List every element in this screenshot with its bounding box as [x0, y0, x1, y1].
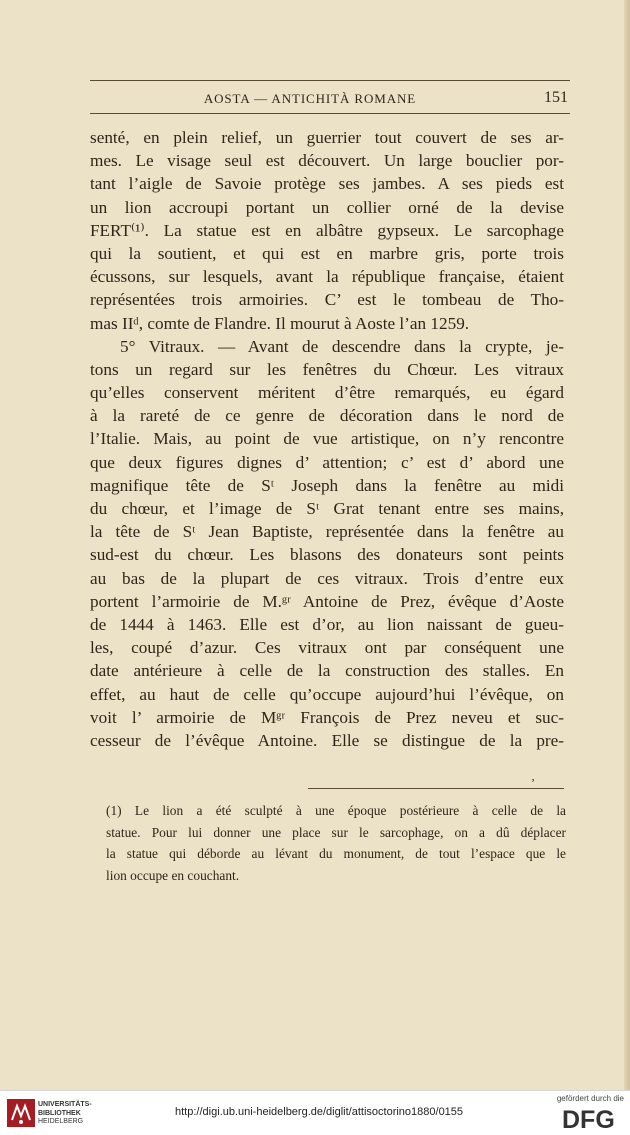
text-line: portent l’armoirie de M.ᵍʳ Antoine de Prez, évêque d’Aoste: [90, 591, 564, 611]
text-line: qu’elles conservent méritent d’être remarqués, eu égard: [90, 383, 564, 403]
university-name-line: HEIDELBERG: [38, 1118, 84, 1125]
text-line: la tête de Sᵗ Jean Baptiste, représentée dans la fenêtre au: [90, 522, 564, 542]
running-head: [90, 89, 570, 109]
text-line: du chœur, et l’image de Sᵗ Grat tenant entre ses mains,: [90, 499, 564, 518]
text-line: tons un regard sur les fenêtres du Chœur. Les vitraux: [90, 359, 564, 379]
text-line: qui la soutient, et qui est en marbre gris, porte trois: [90, 243, 564, 263]
text-line: magnifique tête de Sᵗ Joseph dans la fenêtre au midi: [90, 475, 564, 495]
text-line: au bas de la plupart de ces vitraux. Trois d’entre eux: [90, 568, 564, 588]
text-line: date antérieure à celle de la construction des stalles. En: [90, 661, 564, 681]
text-line: représentées trois armoiries. C’ est le tombeau de Tho-: [90, 290, 564, 310]
footnote-rule: [308, 788, 564, 789]
text-line: de 1444 à 1463. Elle est d’or, au lion naissant de gueu-: [90, 614, 564, 634]
text-line: cesseur de l’évêque Antoine. Elle se distingue de la pre-: [90, 730, 564, 750]
footnote-line: (1) Le lion a été sculpté à une époque postérieure à celle de la: [106, 803, 566, 818]
text-line: l’Italie. Mais, au point de vue artistique, on n’y rencontre: [90, 429, 564, 449]
page-number: 151: [544, 89, 568, 106]
footnote-line: statue. Pour lui donner une place sur le sarcophage, on a dû déplacer: [106, 824, 566, 840]
main-text: [90, 126, 564, 752]
dfg-logo-icon: [560, 1104, 624, 1132]
dfg-logo-text: DFG: [562, 1106, 615, 1132]
ink-mark: ʼ: [531, 776, 535, 790]
header-rule-top: [90, 80, 570, 81]
permalink-url[interactable]: http://digi.ub.uni-heidelberg.de/diglit/attisoctorino1880/0155: [175, 1106, 464, 1118]
text-line: mes. Le visage seul est découvert. Un large bouclier por-: [90, 151, 564, 171]
university-logo-icon: [6, 1098, 36, 1128]
text-line: 5° Vitraux. — Avant de descendre dans la crypte, je-: [120, 336, 564, 356]
footer-bar: [0, 1090, 630, 1135]
university-name: [38, 1101, 118, 1127]
running-title: AOSTA — ANTICHITÀ ROMANE: [203, 91, 417, 106]
text-line: écussons, sur lesquels, avant la république française, étaient: [90, 267, 564, 287]
text-line: tant l’aigle de Savoie protège ses jambes. A ses pieds est: [90, 174, 564, 194]
page-edge: [624, 0, 630, 1090]
text-line: les, coupé d’azur. Ces vitraux ont par conséquent une: [90, 638, 564, 658]
text-line: FERT⁽¹⁾. La statue est en albâtre gypseux. Le sarcophage: [90, 220, 564, 240]
footnote-line: lion occupe en couchant.: [106, 867, 240, 883]
text-line: voit l’ armoirie de Mᵍʳ François de Prez neveu et suc-: [90, 707, 564, 727]
text-line: que deux figures dignes d’ attention; c’ est d’ abord une: [90, 452, 564, 472]
funded-by-text: gefördert durch die: [556, 1094, 624, 1103]
text-line: sud-est du chœur. Les blasons des donateurs sont peints: [90, 545, 564, 565]
university-name-line: UNIVERSITÄTS-: [38, 1101, 92, 1108]
text-line: effet, au haut de celle qu’occupe aujourd’hui l’évêque, on: [90, 684, 564, 704]
text-line: mas IIᵈ, comte de Flandre. Il mourut à Aoste l’an 1259.: [90, 313, 470, 333]
footnote-line: la statue qui déborde au lévant du monument, de tout l’espace que le: [106, 846, 566, 862]
text-line: senté, en plein relief, un guerrier tout couvert de ses ar-: [90, 128, 564, 147]
text-line: un lion accroupi portant un collier orné de la devise: [90, 197, 564, 217]
university-name-line: BIBLIOTHEK: [38, 1109, 81, 1117]
footnote: [106, 800, 566, 886]
header-rule-bottom: [90, 113, 570, 114]
text-line: à la rareté de ce genre de décoration dans le nord de: [90, 406, 564, 426]
